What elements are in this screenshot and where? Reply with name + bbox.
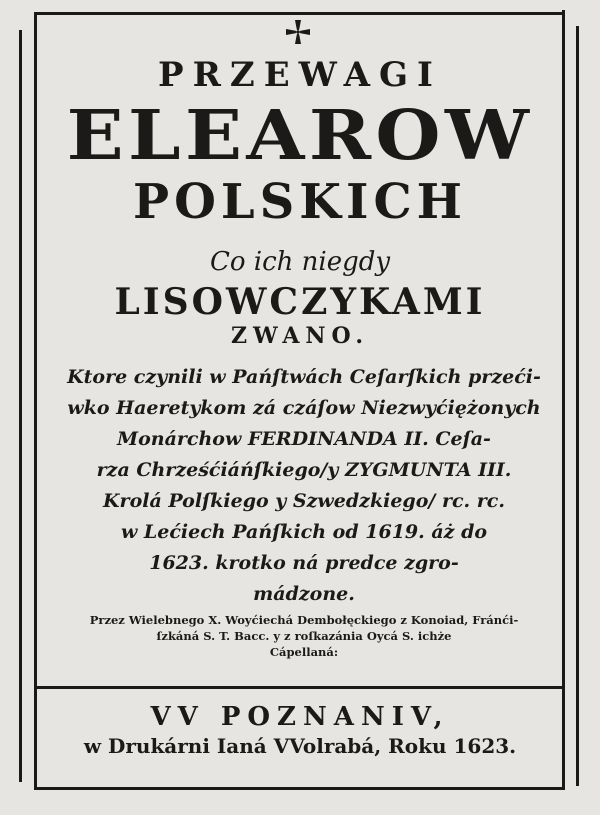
title-line-przewagi: PRZEWAGI [158,55,442,95]
description-line: Monárchow FERDINANDA II. Ceſa- [117,428,491,450]
frame-top-rule [34,12,565,15]
description-line: Krolá Polſkiego y Szwedzkiego/ rc. rc. [103,490,505,512]
frame-bottom-rule [34,787,565,790]
title-line-elearow: ELEAROW [66,96,534,176]
title-line-co-ich-niegdy: Co ich niegdy [209,247,391,277]
imprint-printer: w Drukárni Ianá VVolrabá, Roku 1623. [83,734,517,758]
title-line-zwano: ZWANO. [230,323,370,349]
description-line: 1623. krotko ná predce zgro- [149,552,459,574]
cross-patee-icon [284,18,312,46]
author-line: Przez Wielebnego X. Woyćiechá Dembołęckiego z Konoiad, Fránći- [89,613,519,627]
description-line: mádzone. [253,583,355,605]
author-credit [60,612,548,660]
description-line: w Lećiech Pańſkich od 1619. áż do [120,521,488,543]
description-paragraph [60,362,548,610]
description-line: wko Haeretykom zá czáſow Niezwyćiężonych [67,397,541,419]
description-line: Ktore czynili w Pańſtwách Ceſarſkich przeći- [67,366,541,388]
title-line-lisowczykami: LISOWCZYKAMI [114,281,486,323]
author-line: Cápellaná: [269,645,339,659]
imprint-place: VV POZNANIV, [150,702,450,732]
title-line-polskich: POLSKICH [132,174,468,230]
frame-middle-rule [34,686,565,689]
description-line: rza Chrześćiáńſkiego/y ZYGMUNTA III. [96,459,512,481]
author-line: ſzkáná S. T. Bacc. y z roſkazánia Oycá S. ichże [156,629,452,643]
